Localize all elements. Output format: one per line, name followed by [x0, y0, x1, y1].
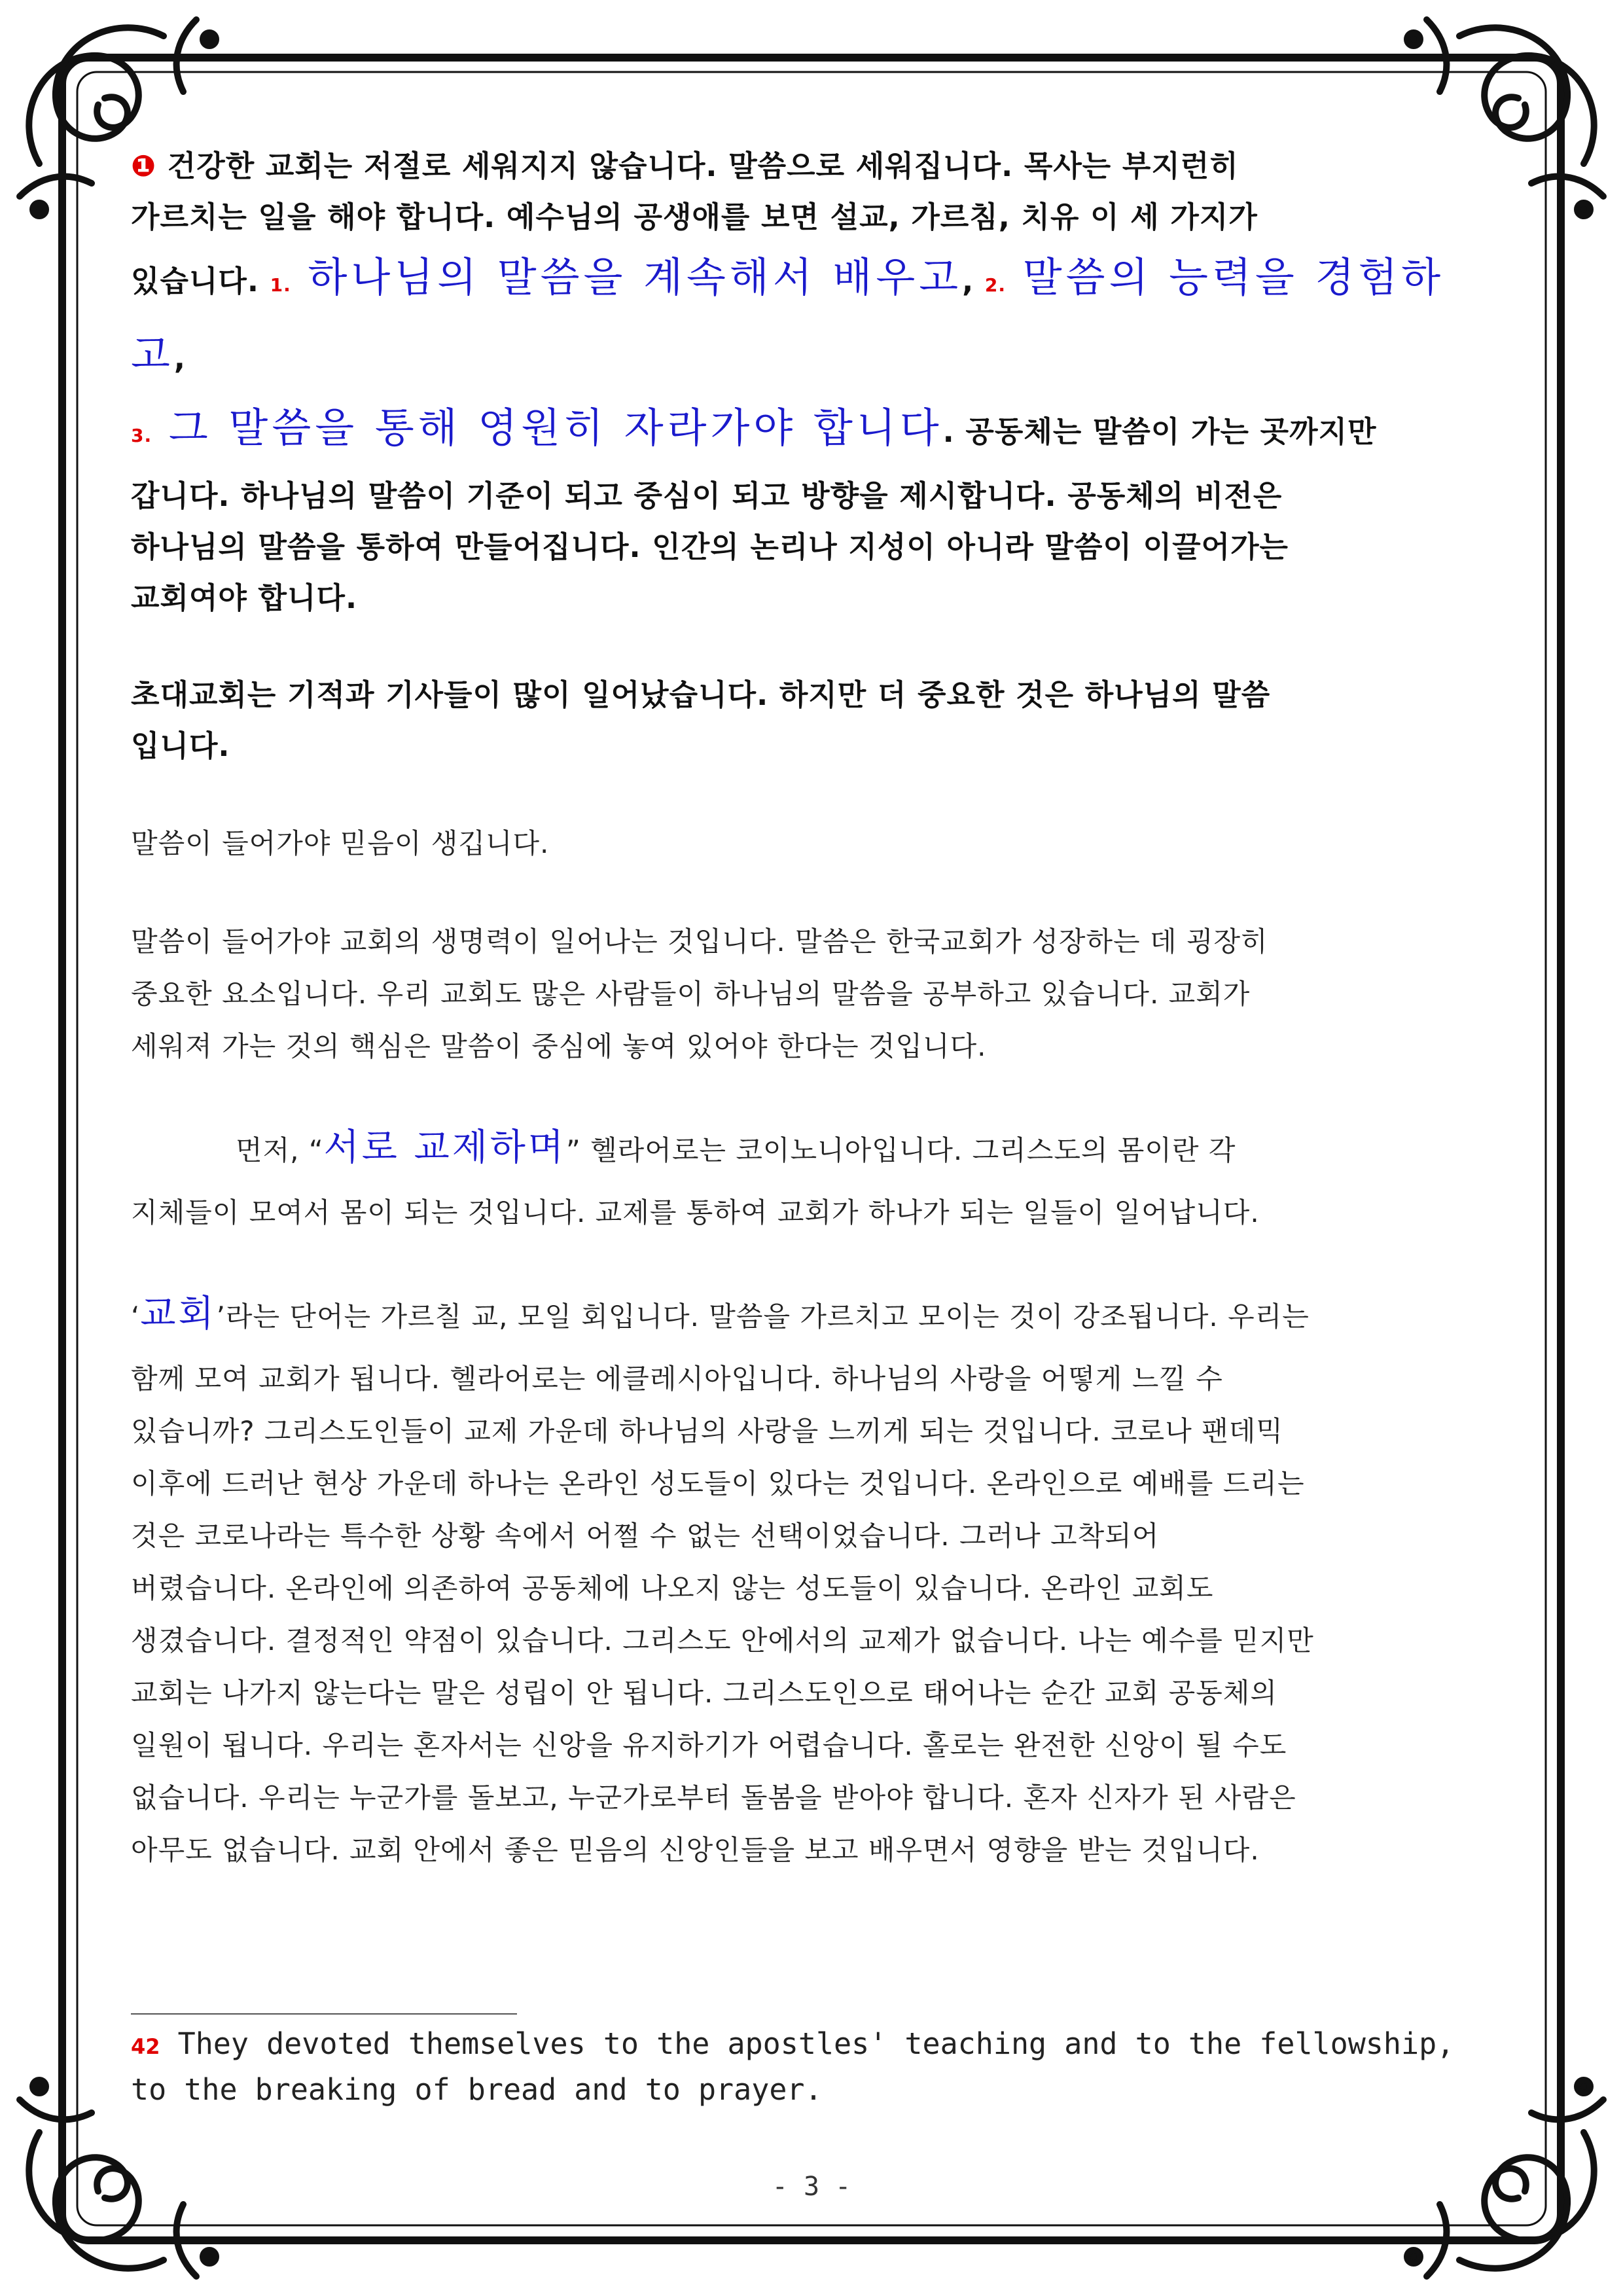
paragraph-2-line-2: 입니다.	[131, 728, 230, 763]
page-content	[131, 141, 1499, 1876]
paragraph-1-line-2: 가르치는 일을 해야 합니다. 예수님의 공생애를 보면 설교, 가르침, 치유 이 세 가지가	[131, 200, 1258, 234]
paragraph-6-line-5: 것은 코로나라는 특수한 상황 속에서 어쩔 수 없는 선택이었습니다. 그러나 고착되어	[131, 1520, 1160, 1552]
paragraph-1	[131, 141, 1499, 624]
list-number-1: 1.	[270, 274, 291, 296]
list-number-3: 3.	[131, 425, 152, 446]
highlight-koinonia: 서로 교제하며	[323, 1126, 566, 1169]
paragraph-4-line-3: 세워져 가는 것의 핵심은 말씀이 중심에 놓여 있어야 한다는 것입니다.	[131, 1030, 987, 1062]
footnote-line-1: 42 They devoted themselves to the apostles' teaching and to the fellowship,	[131, 2026, 1455, 2061]
paragraph-4-line-2: 중요한 요소입니다. 우리 교회도 많은 사람들이 하나님의 말씀을 공부하고 있습니다. 교회가	[131, 978, 1251, 1010]
list-number-2: 2.	[984, 274, 1006, 296]
paragraph-6-line-8: 교회는 나가지 않는다는 말은 성립이 안 됩니다. 그리스도인으로 태어나는 순간 교회 공동체의	[131, 1677, 1277, 1709]
paragraph-4-line-1: 말씀이 들어가야 교회의 생명력이 일어나는 것입니다. 말씀은 한국교회가 성장하는 데 굉장히	[131, 925, 1268, 958]
paragraph-5-line-2: 지체들이 모여서 몸이 되는 것입니다. 교제를 통하여 교회가 하나가 되는 일들이 일어납니다.	[131, 1196, 1260, 1229]
footnote-line-2: to the breaking of bread and to prayer.	[131, 2072, 823, 2107]
paragraph-5-line-1: 먼저, “서로 교제하며” 헬라어로는 코이노니아입니다. 그리스도의 몸이란 각	[236, 1126, 1236, 1169]
paragraph-2	[131, 670, 1499, 772]
paragraph-6-line-10: 없습니다. 우리는 누군가를 돌보고, 누군가로부터 돌봄을 받아야 합니다. 혼자 신자가 된 사람은	[131, 1782, 1296, 1814]
highlight-item-3: 그 말씀을 통해 영원히 자라가야 합니다	[152, 404, 943, 452]
paragraph-1-line-4: 3. 그 말씀을 통해 영원히 자라가야 합니다. 공동체는 말씀이 가는 곳까지만	[131, 404, 1377, 452]
paragraph-1-line-5: 갑니다. 하나님의 말씀이 기준이 되고 중심이 되고 방향을 제시합니다. 공동체의 비전은	[131, 478, 1283, 513]
paragraph-1-line-6: 하나님의 말씀을 통하여 만들어집니다. 인간의 논리나 지성이 아니라 말씀이 이끌어가는	[131, 529, 1289, 564]
paragraph-5	[131, 1112, 1499, 1239]
footnote-number: 42	[131, 2034, 160, 2059]
paragraph-6-line-9: 일원이 됩니다. 우리는 혼자서는 신앙을 유지하기가 어렵습니다. 홀로는 완전한 신앙이 될 수도	[131, 1729, 1287, 1761]
paragraph-6-line-2: 함께 모여 교회가 됩니다. 헬라어로는 에클레시아입니다. 하나님의 사랑을 어떻게 느낄 수	[131, 1363, 1223, 1395]
paragraph-6-line-3: 있습니까? 그리스도인들이 교제 가운데 하나님의 사랑을 느끼게 되는 것입니다. 코로나 팬데믹	[131, 1415, 1283, 1447]
paragraph-6-line-1: ‘교회’라는 단어는 가르칠 교, 모일 회입니다. 말씀을 가르치고 모이는 것이 강조됩니다. 우리는	[131, 1293, 1310, 1335]
paragraph-6-line-6: 버렸습니다. 온라인에 의존하여 공동체에 나오지 않는 성도들이 있습니다. 온라인 교회도	[131, 1572, 1214, 1604]
highlight-item-1: 하나님의 말씀을 계속해서 배우고	[291, 253, 963, 301]
paragraph-2-line-1: 초대교회는 기적과 기사들이 많이 일어났습니다. 하지만 더 중요한 것은 하나님의 말씀	[131, 677, 1271, 712]
paragraph-1-line-7: 교회여야 합니다.	[131, 581, 358, 615]
paragraph-1-line-1: ❶ 건강한 교회는 저절로 세워지지 않습니다. 말씀으로 세워집니다. 목사는 부지런히	[131, 149, 1239, 183]
paragraph-6-line-4: 이후에 드러난 현상 가운데 하나는 온라인 성도들이 있다는 것입니다. 온라인으로 예배를 드리는	[131, 1467, 1305, 1499]
paragraph-6-line-7: 생겼습니다. 결정적인 약점이 있습니다. 그리스도 안에서의 교제가 없습니다. 나는 예수를 믿지만	[131, 1624, 1314, 1657]
paragraph-6	[131, 1278, 1499, 1876]
paragraph-1-line-3: 있습니다. 1. 하나님의 말씀을 계속해서 배우고, 2. 말씀의 능력을 경험하고,	[131, 253, 1445, 378]
paragraph-4	[131, 916, 1499, 1073]
highlight-church: 교회	[140, 1293, 217, 1335]
paragraph-3: 말씀이 들어가야 믿음이 생깁니다.	[131, 827, 550, 859]
page-number: - 3 -	[772, 2172, 851, 2202]
paragraph-6-line-11: 아무도 없습니다. 교회 안에서 좋은 믿음의 신앙인들을 보고 배우면서 영향을 받는 것입니다.	[131, 1834, 1260, 1866]
highlight-item-2: 말씀의 능력을 경험하고	[131, 253, 1445, 378]
paragraph-marker: ❶	[131, 149, 157, 183]
footnote	[131, 2022, 1499, 2111]
footnote-divider	[131, 2013, 517, 2015]
